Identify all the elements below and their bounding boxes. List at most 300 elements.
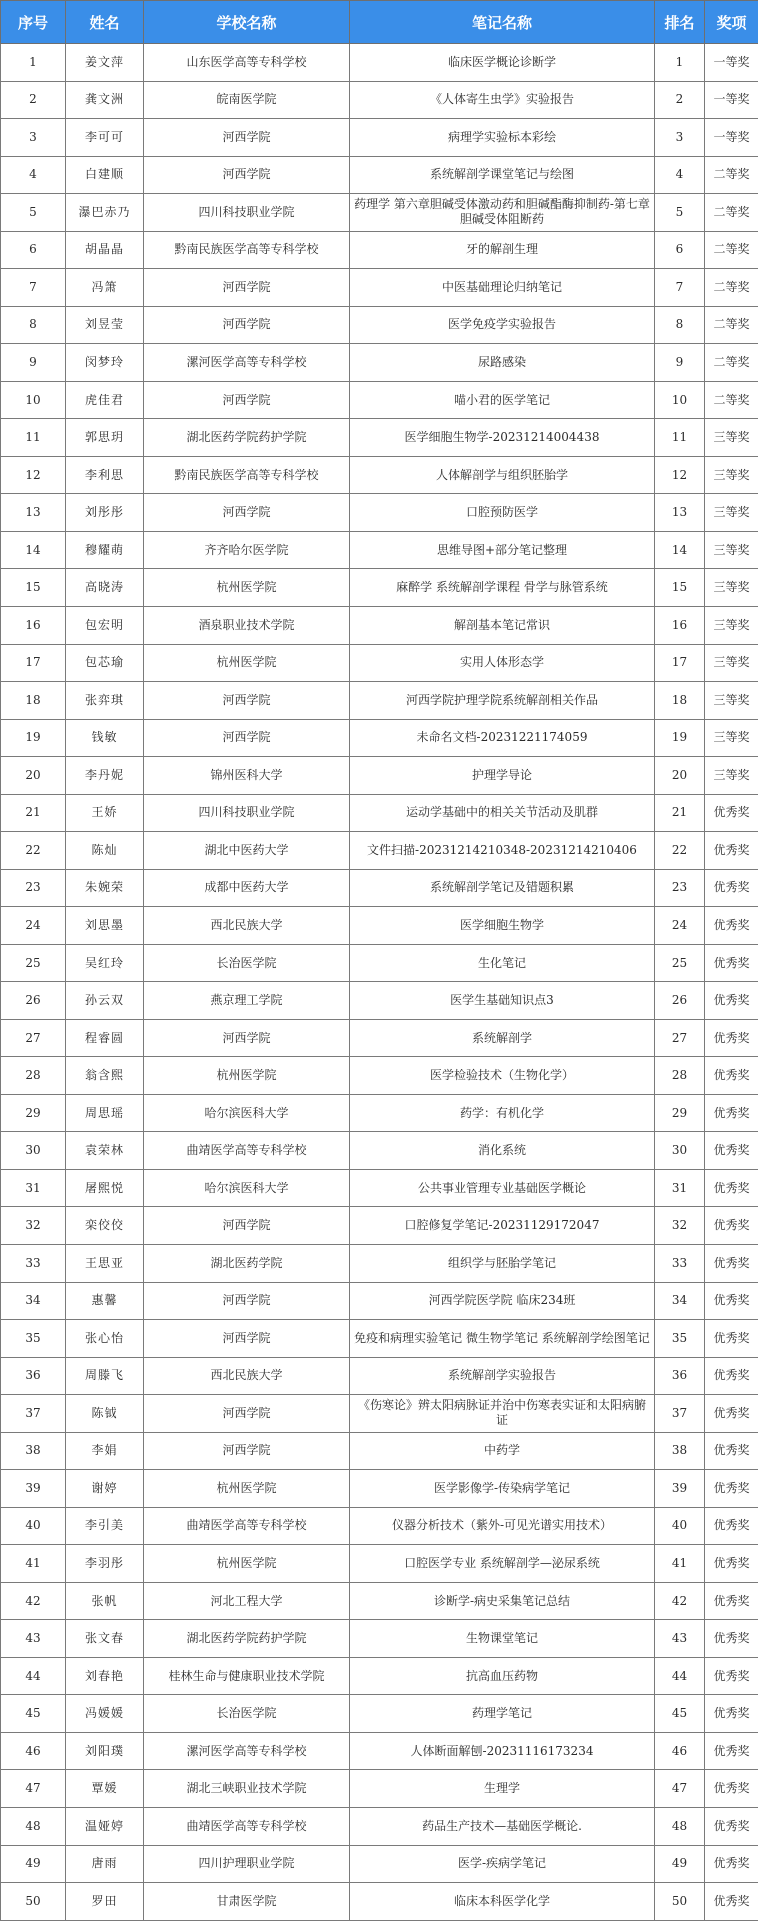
cell-name: 冯箫 bbox=[66, 269, 144, 307]
cell-rank: 34 bbox=[655, 1282, 705, 1320]
table-row bbox=[1, 194, 758, 232]
cell-school: 河西学院 bbox=[144, 119, 350, 157]
cell-note: 药学：有机化学 bbox=[350, 1094, 655, 1132]
cell-award: 三等奖 bbox=[705, 569, 758, 607]
cell-award: 优秀奖 bbox=[705, 1770, 758, 1808]
table-row bbox=[1, 757, 758, 795]
cell-note: 牙的解剖生理 bbox=[350, 231, 655, 269]
table-row bbox=[1, 1470, 758, 1508]
cell-id: 33 bbox=[1, 1245, 66, 1283]
cell-id: 36 bbox=[1, 1357, 66, 1395]
cell-note: 河西学院护理学院系统解剖相关作品 bbox=[350, 682, 655, 720]
cell-name: 罗田 bbox=[66, 1883, 144, 1921]
header-school: 学校名称 bbox=[144, 1, 350, 44]
cell-rank: 3 bbox=[655, 119, 705, 157]
cell-name: 李利思 bbox=[66, 456, 144, 494]
cell-award: 优秀奖 bbox=[705, 1845, 758, 1883]
cell-school: 杭州医学院 bbox=[144, 569, 350, 607]
cell-note: 喵小君的医学笔记 bbox=[350, 381, 655, 419]
cell-name: 李娟 bbox=[66, 1432, 144, 1470]
cell-school: 湖北中医药大学 bbox=[144, 832, 350, 870]
cell-award: 二等奖 bbox=[705, 306, 758, 344]
cell-name: 惠馨 bbox=[66, 1282, 144, 1320]
cell-award: 优秀奖 bbox=[705, 1169, 758, 1207]
cell-school: 黔南民族医学高等专科学校 bbox=[144, 231, 350, 269]
cell-note: 医学生基础知识点3 bbox=[350, 982, 655, 1020]
cell-school: 曲靖医学高等专科学校 bbox=[144, 1507, 350, 1545]
cell-note: 药理学 第六章胆碱受体激动药和胆碱酯酶抑制药-第七章胆碱受体阻断药 bbox=[350, 194, 655, 232]
cell-id: 20 bbox=[1, 757, 66, 795]
table-row bbox=[1, 1057, 758, 1095]
cell-school: 漯河医学高等专科学校 bbox=[144, 1732, 350, 1770]
cell-id: 30 bbox=[1, 1132, 66, 1170]
cell-note: 组织学与胚胎学笔记 bbox=[350, 1245, 655, 1283]
cell-school: 燕京理工学院 bbox=[144, 982, 350, 1020]
cell-name: 郭思玥 bbox=[66, 419, 144, 457]
cell-school: 河西学院 bbox=[144, 1395, 350, 1433]
table-row bbox=[1, 1094, 758, 1132]
cell-rank: 9 bbox=[655, 344, 705, 382]
cell-id: 16 bbox=[1, 606, 66, 644]
cell-id: 44 bbox=[1, 1657, 66, 1695]
cell-rank: 49 bbox=[655, 1845, 705, 1883]
cell-id: 8 bbox=[1, 306, 66, 344]
cell-rank: 40 bbox=[655, 1507, 705, 1545]
cell-id: 39 bbox=[1, 1470, 66, 1508]
cell-id: 19 bbox=[1, 719, 66, 757]
cell-award: 优秀奖 bbox=[705, 1320, 758, 1358]
cell-award: 一等奖 bbox=[705, 44, 758, 82]
cell-award: 优秀奖 bbox=[705, 1883, 758, 1921]
cell-school: 四川护理职业学院 bbox=[144, 1845, 350, 1883]
cell-school: 黔南民族医学高等专科学校 bbox=[144, 456, 350, 494]
cell-id: 22 bbox=[1, 832, 66, 870]
cell-rank: 36 bbox=[655, 1357, 705, 1395]
cell-award: 三等奖 bbox=[705, 644, 758, 682]
cell-award: 一等奖 bbox=[705, 119, 758, 157]
header-row bbox=[1, 1, 758, 44]
cell-award: 优秀奖 bbox=[705, 1245, 758, 1283]
cell-school: 河西学院 bbox=[144, 1019, 350, 1057]
cell-name: 谢婷 bbox=[66, 1470, 144, 1508]
cell-id: 42 bbox=[1, 1582, 66, 1620]
table-row bbox=[1, 381, 758, 419]
cell-note: 仪器分析技术（紫外-可见光谱实用技术） bbox=[350, 1507, 655, 1545]
cell-id: 46 bbox=[1, 1732, 66, 1770]
table-row bbox=[1, 1357, 758, 1395]
cell-rank: 4 bbox=[655, 156, 705, 194]
cell-school: 甘肃医学院 bbox=[144, 1883, 350, 1921]
cell-school: 河西学院 bbox=[144, 1320, 350, 1358]
cell-school: 杭州医学院 bbox=[144, 1545, 350, 1583]
cell-name: 闵梦玲 bbox=[66, 344, 144, 382]
cell-rank: 22 bbox=[655, 832, 705, 870]
cell-note: 河西学院医学院 临床234班 bbox=[350, 1282, 655, 1320]
table-row bbox=[1, 531, 758, 569]
cell-note: 中药学 bbox=[350, 1432, 655, 1470]
cell-school: 桂林生命与健康职业技术学院 bbox=[144, 1657, 350, 1695]
cell-rank: 5 bbox=[655, 194, 705, 232]
table-row bbox=[1, 1732, 758, 1770]
table-row bbox=[1, 1019, 758, 1057]
cell-note: 临床医学概论诊断学 bbox=[350, 44, 655, 82]
cell-school: 长治医学院 bbox=[144, 944, 350, 982]
cell-rank: 39 bbox=[655, 1470, 705, 1508]
table-row bbox=[1, 1657, 758, 1695]
cell-rank: 7 bbox=[655, 269, 705, 307]
cell-name: 王娇 bbox=[66, 794, 144, 832]
cell-name: 姜文萍 bbox=[66, 44, 144, 82]
cell-school: 长治医学院 bbox=[144, 1695, 350, 1733]
cell-id: 28 bbox=[1, 1057, 66, 1095]
header-award: 奖项 bbox=[705, 1, 758, 44]
cell-rank: 18 bbox=[655, 682, 705, 720]
cell-id: 6 bbox=[1, 231, 66, 269]
cell-name: 高晓涛 bbox=[66, 569, 144, 607]
cell-award: 二等奖 bbox=[705, 231, 758, 269]
cell-school: 河西学院 bbox=[144, 682, 350, 720]
cell-id: 23 bbox=[1, 869, 66, 907]
table-header bbox=[1, 1, 758, 44]
cell-school: 漯河医学高等专科学校 bbox=[144, 344, 350, 382]
cell-note: 护理学导论 bbox=[350, 757, 655, 795]
cell-school: 酒泉职业技术学院 bbox=[144, 606, 350, 644]
cell-id: 2 bbox=[1, 81, 66, 119]
cell-rank: 6 bbox=[655, 231, 705, 269]
cell-name: 冯媛媛 bbox=[66, 1695, 144, 1733]
cell-id: 37 bbox=[1, 1395, 66, 1433]
cell-note: 系统解剖学笔记及错题积累 bbox=[350, 869, 655, 907]
cell-award: 一等奖 bbox=[705, 81, 758, 119]
cell-school: 曲靖医学高等专科学校 bbox=[144, 1807, 350, 1845]
table-row bbox=[1, 907, 758, 945]
table-row bbox=[1, 1395, 758, 1433]
cell-school: 齐齐哈尔医学院 bbox=[144, 531, 350, 569]
cell-name: 李可可 bbox=[66, 119, 144, 157]
cell-name: 陈灿 bbox=[66, 832, 144, 870]
cell-note: 系统解剖学实验报告 bbox=[350, 1357, 655, 1395]
table-row bbox=[1, 606, 758, 644]
cell-note: 药理学笔记 bbox=[350, 1695, 655, 1733]
table-row bbox=[1, 1132, 758, 1170]
cell-rank: 24 bbox=[655, 907, 705, 945]
cell-award: 三等奖 bbox=[705, 682, 758, 720]
table-row bbox=[1, 231, 758, 269]
cell-name: 翁含熙 bbox=[66, 1057, 144, 1095]
cell-award: 优秀奖 bbox=[705, 794, 758, 832]
cell-award: 三等奖 bbox=[705, 456, 758, 494]
cell-note: 《人体寄生虫学》实验报告 bbox=[350, 81, 655, 119]
cell-note: 中医基础理论归纳笔记 bbox=[350, 269, 655, 307]
cell-school: 皖南医学院 bbox=[144, 81, 350, 119]
cell-name: 李引美 bbox=[66, 1507, 144, 1545]
cell-award: 优秀奖 bbox=[705, 1282, 758, 1320]
cell-name: 刘昱莹 bbox=[66, 306, 144, 344]
cell-name: 白建顺 bbox=[66, 156, 144, 194]
cell-school: 西北民族大学 bbox=[144, 907, 350, 945]
cell-name: 吴红玲 bbox=[66, 944, 144, 982]
cell-rank: 1 bbox=[655, 44, 705, 82]
table-row bbox=[1, 344, 758, 382]
cell-id: 7 bbox=[1, 269, 66, 307]
cell-id: 21 bbox=[1, 794, 66, 832]
cell-note: 未命名文档-20231221174059 bbox=[350, 719, 655, 757]
cell-name: 穆耀萌 bbox=[66, 531, 144, 569]
cell-name: 李羽彤 bbox=[66, 1545, 144, 1583]
table-row bbox=[1, 944, 758, 982]
table-row bbox=[1, 982, 758, 1020]
cell-award: 优秀奖 bbox=[705, 1507, 758, 1545]
cell-award: 优秀奖 bbox=[705, 1019, 758, 1057]
cell-note: 诊断学-病史采集笔记总结 bbox=[350, 1582, 655, 1620]
cell-id: 35 bbox=[1, 1320, 66, 1358]
cell-name: 陈钺 bbox=[66, 1395, 144, 1433]
cell-rank: 19 bbox=[655, 719, 705, 757]
cell-name: 程睿圆 bbox=[66, 1019, 144, 1057]
cell-school: 锦州医科大学 bbox=[144, 757, 350, 795]
cell-id: 31 bbox=[1, 1169, 66, 1207]
table-row bbox=[1, 832, 758, 870]
cell-award: 三等奖 bbox=[705, 757, 758, 795]
cell-name: 王思亚 bbox=[66, 1245, 144, 1283]
cell-school: 成都中医药大学 bbox=[144, 869, 350, 907]
cell-award: 二等奖 bbox=[705, 194, 758, 232]
cell-rank: 43 bbox=[655, 1620, 705, 1658]
cell-rank: 50 bbox=[655, 1883, 705, 1921]
cell-rank: 41 bbox=[655, 1545, 705, 1583]
cell-id: 17 bbox=[1, 644, 66, 682]
cell-id: 48 bbox=[1, 1807, 66, 1845]
cell-rank: 27 bbox=[655, 1019, 705, 1057]
cell-award: 优秀奖 bbox=[705, 1132, 758, 1170]
cell-rank: 28 bbox=[655, 1057, 705, 1095]
cell-name: 温娅婷 bbox=[66, 1807, 144, 1845]
cell-name: 屠熙悦 bbox=[66, 1169, 144, 1207]
cell-name: 胡晶晶 bbox=[66, 231, 144, 269]
cell-name: 周思瑶 bbox=[66, 1094, 144, 1132]
header-rank: 排名 bbox=[655, 1, 705, 44]
cell-award: 优秀奖 bbox=[705, 982, 758, 1020]
cell-id: 43 bbox=[1, 1620, 66, 1658]
cell-note: 《伤寒论》辨太阳病脉证并治中伤寒表实证和太阳病腑证 bbox=[350, 1395, 655, 1433]
cell-id: 49 bbox=[1, 1845, 66, 1883]
cell-award: 优秀奖 bbox=[705, 1657, 758, 1695]
cell-id: 1 bbox=[1, 44, 66, 82]
cell-award: 优秀奖 bbox=[705, 944, 758, 982]
cell-note: 系统解剖学课堂笔记与绘图 bbox=[350, 156, 655, 194]
cell-award: 优秀奖 bbox=[705, 1545, 758, 1583]
cell-name: 钱敏 bbox=[66, 719, 144, 757]
cell-rank: 42 bbox=[655, 1582, 705, 1620]
table-row bbox=[1, 1582, 758, 1620]
cell-name: 栾佼佼 bbox=[66, 1207, 144, 1245]
cell-school: 河北工程大学 bbox=[144, 1582, 350, 1620]
cell-school: 哈尔滨医科大学 bbox=[144, 1094, 350, 1132]
cell-rank: 2 bbox=[655, 81, 705, 119]
table-row bbox=[1, 682, 758, 720]
cell-name: 虎佳君 bbox=[66, 381, 144, 419]
cell-id: 32 bbox=[1, 1207, 66, 1245]
cell-note: 口腔预防医学 bbox=[350, 494, 655, 532]
cell-rank: 25 bbox=[655, 944, 705, 982]
cell-note: 生物课堂笔记 bbox=[350, 1620, 655, 1658]
cell-rank: 23 bbox=[655, 869, 705, 907]
cell-rank: 16 bbox=[655, 606, 705, 644]
table-body bbox=[1, 44, 758, 1921]
cell-name: 刘春艳 bbox=[66, 1657, 144, 1695]
cell-id: 10 bbox=[1, 381, 66, 419]
cell-id: 24 bbox=[1, 907, 66, 945]
cell-rank: 11 bbox=[655, 419, 705, 457]
cell-name: 李丹妮 bbox=[66, 757, 144, 795]
cell-note: 临床本科医学化学 bbox=[350, 1883, 655, 1921]
cell-award: 优秀奖 bbox=[705, 1057, 758, 1095]
cell-note: 医学-疾病学笔记 bbox=[350, 1845, 655, 1883]
table-row bbox=[1, 1845, 758, 1883]
cell-note: 系统解剖学 bbox=[350, 1019, 655, 1057]
table-row bbox=[1, 1620, 758, 1658]
table-row bbox=[1, 419, 758, 457]
cell-rank: 13 bbox=[655, 494, 705, 532]
cell-award: 三等奖 bbox=[705, 419, 758, 457]
cell-award: 优秀奖 bbox=[705, 907, 758, 945]
cell-rank: 45 bbox=[655, 1695, 705, 1733]
cell-id: 9 bbox=[1, 344, 66, 382]
cell-award: 优秀奖 bbox=[705, 1395, 758, 1433]
cell-school: 山东医学高等专科学校 bbox=[144, 44, 350, 82]
cell-rank: 31 bbox=[655, 1169, 705, 1207]
cell-award: 二等奖 bbox=[705, 156, 758, 194]
table-row bbox=[1, 794, 758, 832]
cell-rank: 33 bbox=[655, 1245, 705, 1283]
cell-id: 47 bbox=[1, 1770, 66, 1808]
table-row bbox=[1, 119, 758, 157]
table-row bbox=[1, 1695, 758, 1733]
cell-school: 杭州医学院 bbox=[144, 644, 350, 682]
cell-rank: 15 bbox=[655, 569, 705, 607]
cell-school: 四川科技职业学院 bbox=[144, 794, 350, 832]
cell-rank: 10 bbox=[655, 381, 705, 419]
cell-id: 40 bbox=[1, 1507, 66, 1545]
cell-rank: 14 bbox=[655, 531, 705, 569]
cell-school: 湖北医药学院药护学院 bbox=[144, 1620, 350, 1658]
cell-note: 文件扫描-20231214210348-20231214210406 bbox=[350, 832, 655, 870]
cell-school: 湖北医药学院药护学院 bbox=[144, 419, 350, 457]
cell-name: 张文春 bbox=[66, 1620, 144, 1658]
cell-note: 消化系统 bbox=[350, 1132, 655, 1170]
table-row bbox=[1, 156, 758, 194]
cell-rank: 37 bbox=[655, 1395, 705, 1433]
cell-award: 二等奖 bbox=[705, 381, 758, 419]
table-row bbox=[1, 1169, 758, 1207]
cell-award: 优秀奖 bbox=[705, 1732, 758, 1770]
table-row bbox=[1, 644, 758, 682]
cell-note: 医学影像学-传染病学笔记 bbox=[350, 1470, 655, 1508]
cell-note: 医学细胞生物学-20231214004438 bbox=[350, 419, 655, 457]
table-row bbox=[1, 719, 758, 757]
cell-id: 29 bbox=[1, 1094, 66, 1132]
cell-id: 15 bbox=[1, 569, 66, 607]
table-row bbox=[1, 269, 758, 307]
cell-name: 张帆 bbox=[66, 1582, 144, 1620]
table-row bbox=[1, 869, 758, 907]
cell-id: 4 bbox=[1, 156, 66, 194]
cell-name: 周滕飞 bbox=[66, 1357, 144, 1395]
table-row bbox=[1, 306, 758, 344]
cell-note: 免疫和病理实验笔记 微生物学笔记 系统解剖学绘图笔记 bbox=[350, 1320, 655, 1358]
cell-note: 公共事业管理专业基础医学概论 bbox=[350, 1169, 655, 1207]
header-id: 序号 bbox=[1, 1, 66, 44]
cell-rank: 48 bbox=[655, 1807, 705, 1845]
cell-award: 优秀奖 bbox=[705, 832, 758, 870]
cell-name: 包芯瑜 bbox=[66, 644, 144, 682]
cell-id: 41 bbox=[1, 1545, 66, 1583]
cell-id: 38 bbox=[1, 1432, 66, 1470]
cell-school: 河西学院 bbox=[144, 1282, 350, 1320]
cell-note: 药品生产技术—基础医学概论. bbox=[350, 1807, 655, 1845]
cell-id: 14 bbox=[1, 531, 66, 569]
cell-note: 医学细胞生物学 bbox=[350, 907, 655, 945]
cell-rank: 46 bbox=[655, 1732, 705, 1770]
cell-rank: 47 bbox=[655, 1770, 705, 1808]
cell-award: 优秀奖 bbox=[705, 1695, 758, 1733]
cell-name: 包宏明 bbox=[66, 606, 144, 644]
cell-school: 河西学院 bbox=[144, 1207, 350, 1245]
cell-award: 优秀奖 bbox=[705, 1582, 758, 1620]
cell-award: 优秀奖 bbox=[705, 1620, 758, 1658]
cell-school: 河西学院 bbox=[144, 719, 350, 757]
cell-name: 龚文洲 bbox=[66, 81, 144, 119]
cell-name: 朱婉荣 bbox=[66, 869, 144, 907]
table-row bbox=[1, 44, 758, 82]
table-row bbox=[1, 81, 758, 119]
cell-award: 优秀奖 bbox=[705, 869, 758, 907]
table-row bbox=[1, 1807, 758, 1845]
cell-school: 杭州医学院 bbox=[144, 1057, 350, 1095]
cell-award: 优秀奖 bbox=[705, 1357, 758, 1395]
cell-rank: 21 bbox=[655, 794, 705, 832]
cell-school: 湖北医药学院 bbox=[144, 1245, 350, 1283]
cell-award: 三等奖 bbox=[705, 719, 758, 757]
cell-id: 27 bbox=[1, 1019, 66, 1057]
cell-note: 解剖基本笔记常识 bbox=[350, 606, 655, 644]
cell-id: 18 bbox=[1, 682, 66, 720]
cell-school: 河西学院 bbox=[144, 156, 350, 194]
cell-school: 河西学院 bbox=[144, 1432, 350, 1470]
cell-award: 优秀奖 bbox=[705, 1432, 758, 1470]
table-row bbox=[1, 569, 758, 607]
cell-id: 45 bbox=[1, 1695, 66, 1733]
cell-school: 河西学院 bbox=[144, 381, 350, 419]
cell-note: 口腔医学专业 系统解剖学—泌尿系统 bbox=[350, 1545, 655, 1583]
cell-id: 50 bbox=[1, 1883, 66, 1921]
table-row bbox=[1, 456, 758, 494]
table-row bbox=[1, 1883, 758, 1921]
cell-note: 病理学实验标本彩绘 bbox=[350, 119, 655, 157]
table-row bbox=[1, 1507, 758, 1545]
cell-name: 张弈琪 bbox=[66, 682, 144, 720]
table-row bbox=[1, 1207, 758, 1245]
cell-rank: 29 bbox=[655, 1094, 705, 1132]
cell-rank: 26 bbox=[655, 982, 705, 1020]
cell-id: 5 bbox=[1, 194, 66, 232]
cell-id: 11 bbox=[1, 419, 66, 457]
cell-school: 曲靖医学高等专科学校 bbox=[144, 1132, 350, 1170]
cell-rank: 17 bbox=[655, 644, 705, 682]
header-name: 姓名 bbox=[66, 1, 144, 44]
header-note: 笔记名称 bbox=[350, 1, 655, 44]
cell-note: 人体解剖学与组织胚胎学 bbox=[350, 456, 655, 494]
